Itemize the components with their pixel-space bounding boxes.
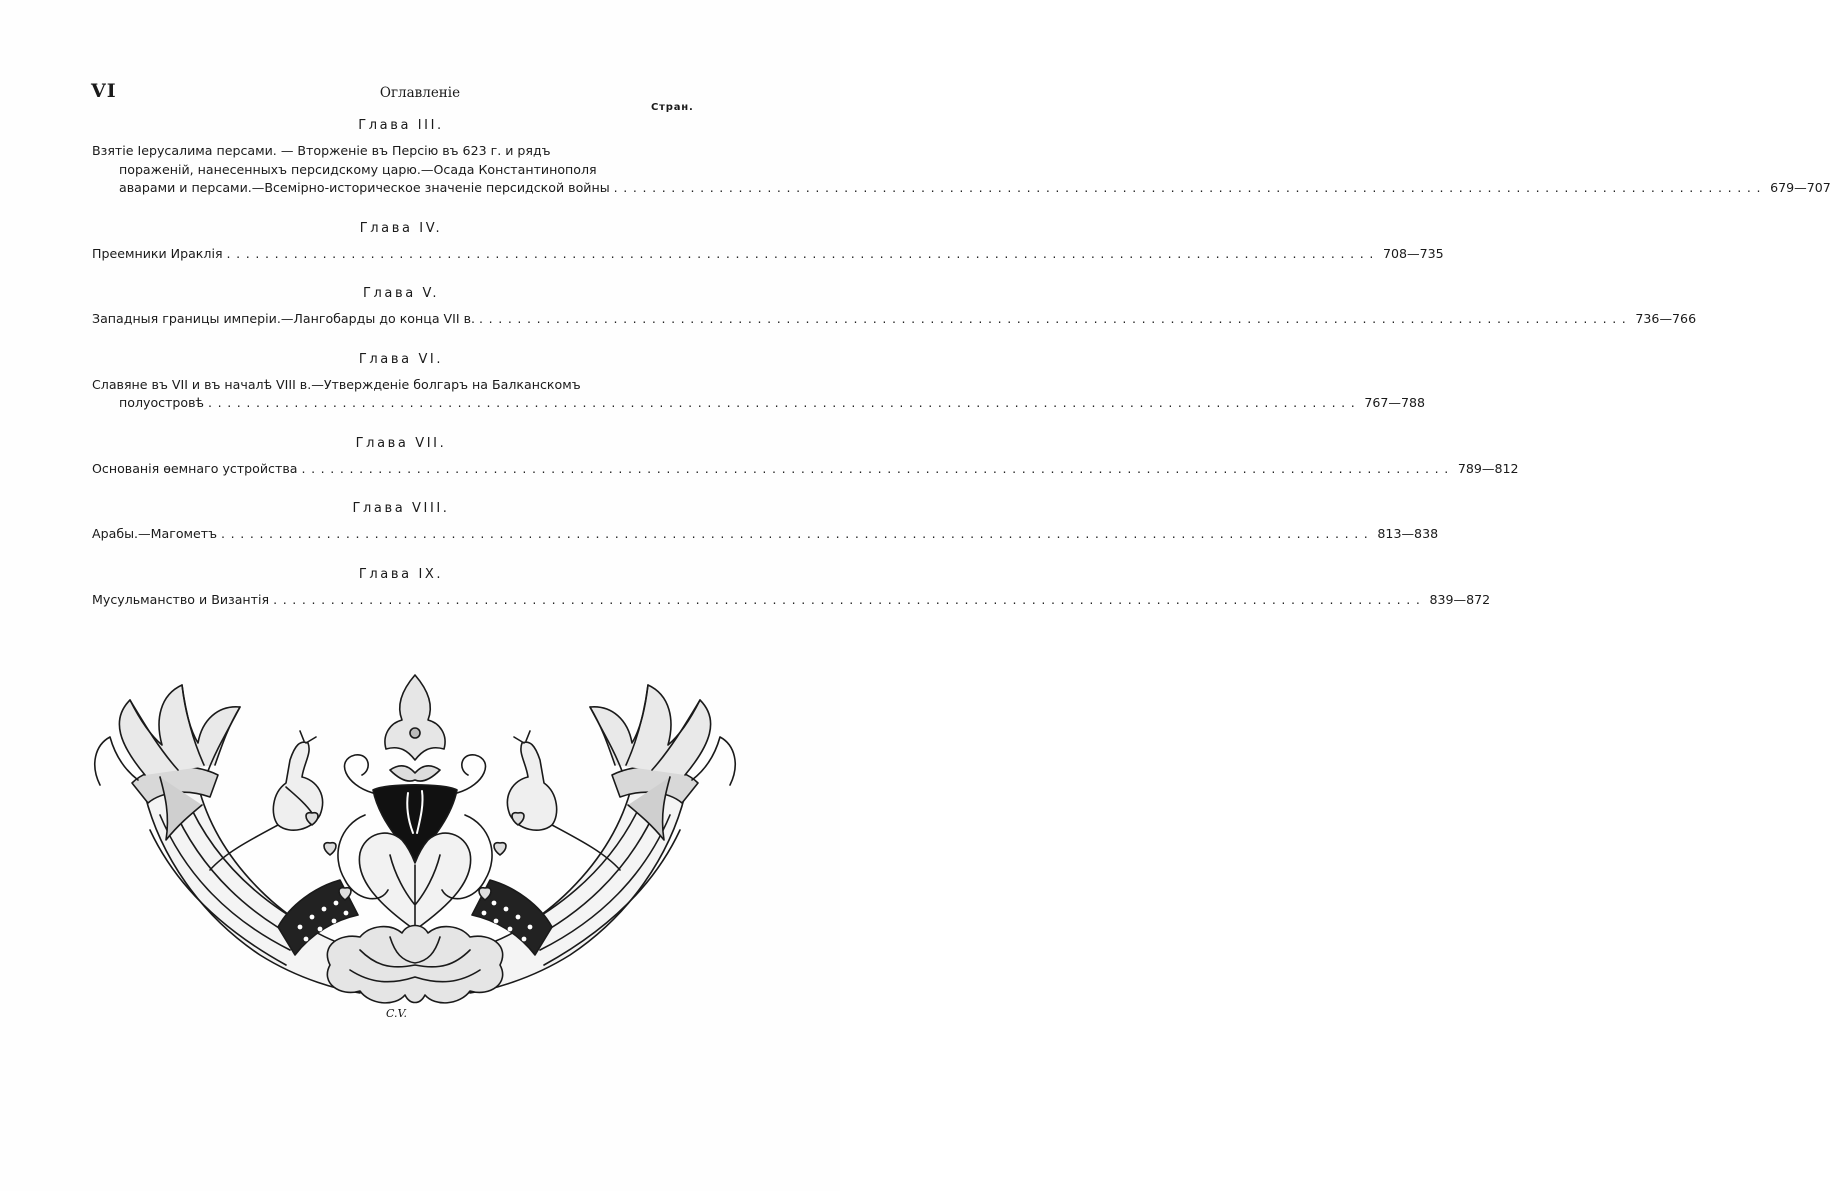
entry-pages: 767—788 <box>1364 395 1426 410</box>
leader-dots: ........................................................................................................................ <box>479 311 1632 326</box>
entry-line <box>92 245 1444 264</box>
entry-pages: 708—735 <box>1382 245 1444 261</box>
leader-dots: ........................................................................................................................ <box>226 245 1379 261</box>
entry-line <box>92 179 1831 198</box>
entry-line <box>92 376 710 395</box>
toc-entry[interactable] <box>92 525 1439 544</box>
page-number: VI <box>91 80 117 102</box>
page-column-label: Стран. <box>651 102 694 113</box>
entry-line <box>92 591 1491 610</box>
running-title: Оглавленіе <box>379 85 461 101</box>
leader-dots: ........................................................................................................................ <box>301 460 1454 476</box>
entry-pages: 679—707 <box>1770 180 1831 195</box>
leader-dots: ........................................................................................................................ <box>613 180 1767 195</box>
toc-entry[interactable] <box>92 310 1697 329</box>
entry-text: полуостровѣ <box>119 395 204 410</box>
toc-entry[interactable] <box>92 460 1519 479</box>
entry-pages: 736—766 <box>1635 311 1697 326</box>
entry-pages: 813—838 <box>1377 526 1439 541</box>
entry-line <box>92 394 1426 413</box>
entry-text: пораженій, нанесенныхъ персидскому царю.—Осада Константинополя <box>119 161 597 177</box>
entry-pages: 839—872 <box>1429 591 1491 607</box>
chapter-heading: Глава III. <box>358 118 444 133</box>
entry-text: аварами и персами.—Всемірно-историческое значеніе персидской войны <box>119 180 610 195</box>
entry-text: Арабы.—Магометъ <box>92 526 218 541</box>
toc-entry[interactable] <box>92 376 1426 413</box>
toc-entry[interactable] <box>92 591 1491 610</box>
leader-dots: ........................................................................................................................ <box>208 395 1361 410</box>
table-of-contents <box>92 118 1831 632</box>
entry-text: Преемники Ираклія <box>92 245 223 261</box>
leader-dots: ........................................................................................................................ <box>221 526 1374 541</box>
cornucopia-peacock-ornament-icon <box>90 665 740 1035</box>
entry-line <box>92 161 710 180</box>
toc-entry[interactable] <box>92 245 1444 264</box>
chapter-heading: Глава VI. <box>358 351 444 367</box>
leader-dots: ........................................................................................................................ <box>273 591 1426 607</box>
entry-line <box>92 310 1697 329</box>
entry-text: Западныя границы имперіи.—Лангобарды до конца VII в. <box>92 311 476 326</box>
entry-text: Взятіе Іерусалима персами. — Вторженіе въ Персію въ 623 г. и рядъ <box>92 143 551 158</box>
entry-text: Славяне въ VII и въ началѣ VIII в.—Утвержденіе болгаръ на Балканскомъ <box>92 376 581 392</box>
chapter-heading: Глава IX. <box>358 566 444 582</box>
chapter-heading: Глава IV. <box>359 220 443 236</box>
entry-pages: 789—812 <box>1457 460 1519 476</box>
chapter-heading: Глава VII. <box>355 435 447 451</box>
entry-line <box>92 460 1519 479</box>
entry-text: Мусульманство и Византія <box>92 591 270 607</box>
entry-text: Основанія ѳемнаго устройства <box>92 460 298 476</box>
engraver-signature: C.V. <box>386 1007 408 1020</box>
entry-line <box>92 525 1439 544</box>
chapter-heading: Глава V. <box>362 286 440 301</box>
entry-line <box>92 142 710 161</box>
chapter-heading: Глава VIII. <box>352 501 450 516</box>
toc-entry[interactable] <box>92 142 1831 198</box>
